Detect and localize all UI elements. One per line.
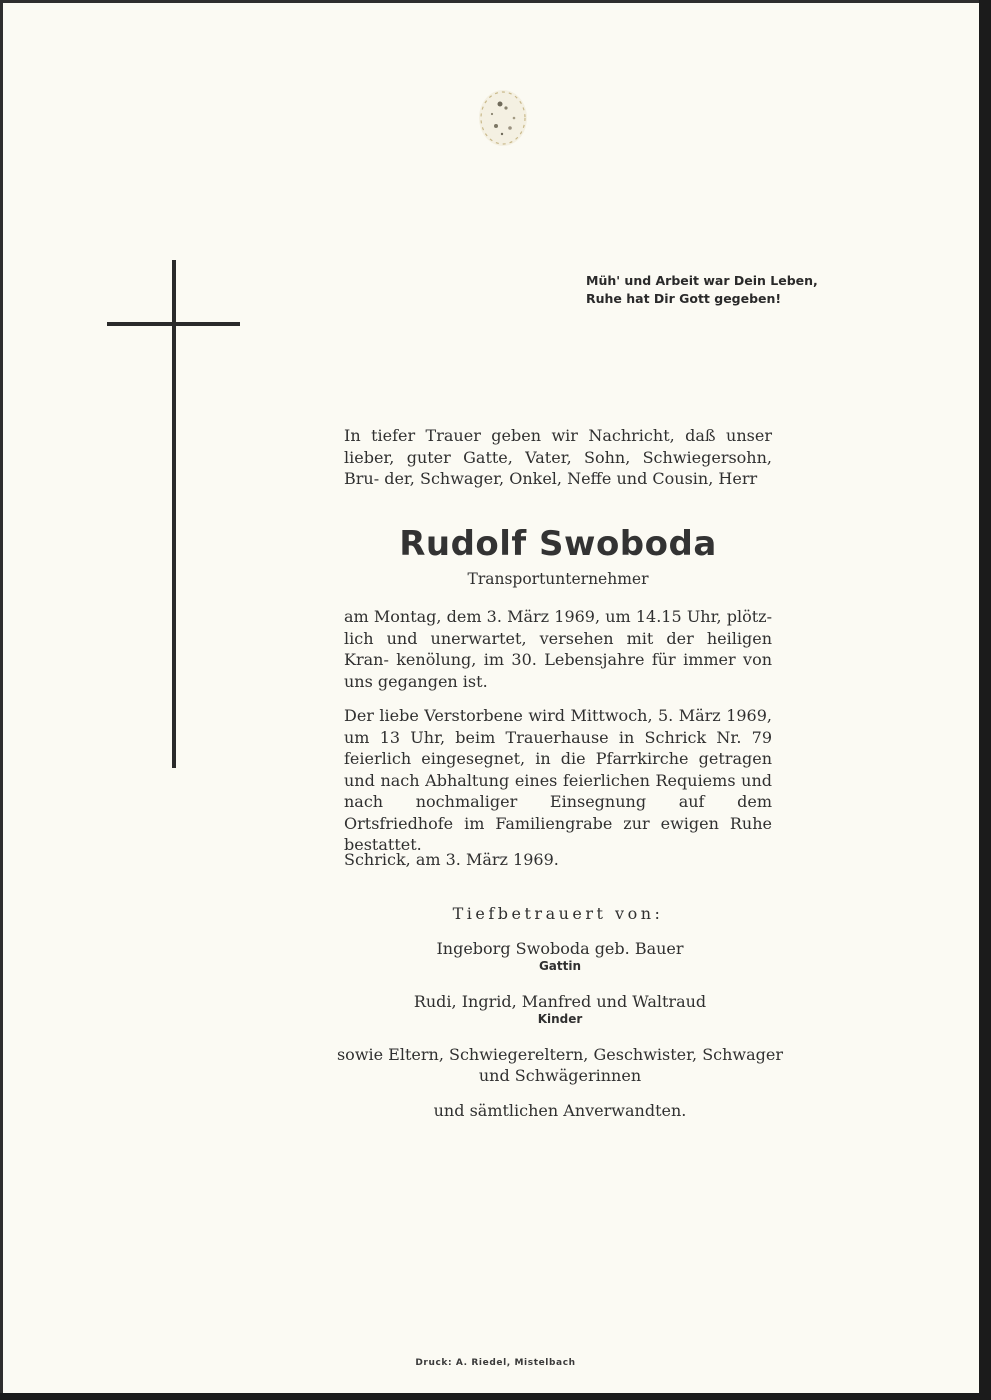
funeral-paragraph: Der liebe Verstorbene wird Mittwoch, 5. März 1969, um 13 Uhr, beim Trauerhause in Schrick Nr. 79 feierlich eingesegnet, in die Pfarrkirche getragen und nach Abhaltung eines feierlichen Requiems und nach nochmaliger Einsegnung auf dem Ortsfriedhofe im Familiengrabe zur ewigen Ruhe bestattet. [344,706,772,854]
mourners-heading: Tiefbetrauert von: [452,904,664,923]
page-border-left [0,0,3,1400]
death-paragraph: am Montag, dem 3. März 1969, um 14.15 Uhr, plötz- lich und unerwartet, versehen mit der heiligen Kran- kenölung, im 30. Lebensjahre für immer von uns gegangen ist. [344,607,772,691]
deceased-name: Rudolf Swoboda [399,524,717,564]
cross-vertical-bar [172,260,176,768]
intro-paragraph: In tiefer Trauer geben wir Nachricht, daß unser lieber, guter Gatte, Vater, Sohn, Schwiegersohn, Bru- der, Schwager, Onkel, Neffe und Cousin, Herr [344,426,772,488]
mourner-relatives [330,1044,790,1086]
place-and-date: Schrick, am 3. März 1969. [344,850,559,869]
cross-horizontal-bar [107,322,240,326]
relatives-line-1: sowie Eltern, Schwiegereltern, Geschwister, Schwager [336,1045,784,1064]
page-border-top [0,0,991,3]
spouse-name: Ingeborg Swoboda geb. Bauer [436,939,684,958]
motto [586,272,846,308]
mourner-children [330,991,790,1027]
motto-line-1: Müh' und Arbeit war Dein Leben, [586,273,818,288]
page-border-right [979,0,991,1400]
relatives-line-2: und Schwägerinnen [478,1066,642,1085]
children-names: Rudi, Ingrid, Manfred und Waltraud [413,992,707,1011]
mourner-closing [330,1100,790,1121]
punch-hole-mark [472,84,534,152]
page-border-bottom [0,1393,991,1400]
deceased-profession: Transportunternehmer [467,570,649,588]
children-relation: Kinder [537,1012,583,1026]
mourner-spouse [330,938,790,974]
closing-line: und sämtlichen Anverwandten. [433,1101,687,1120]
spouse-relation: Gattin [538,959,582,973]
printer-imprint: Druck: A. Riedel, Mistelbach [415,1358,576,1368]
motto-line-2: Ruhe hat Dir Gott gegeben! [586,291,782,306]
